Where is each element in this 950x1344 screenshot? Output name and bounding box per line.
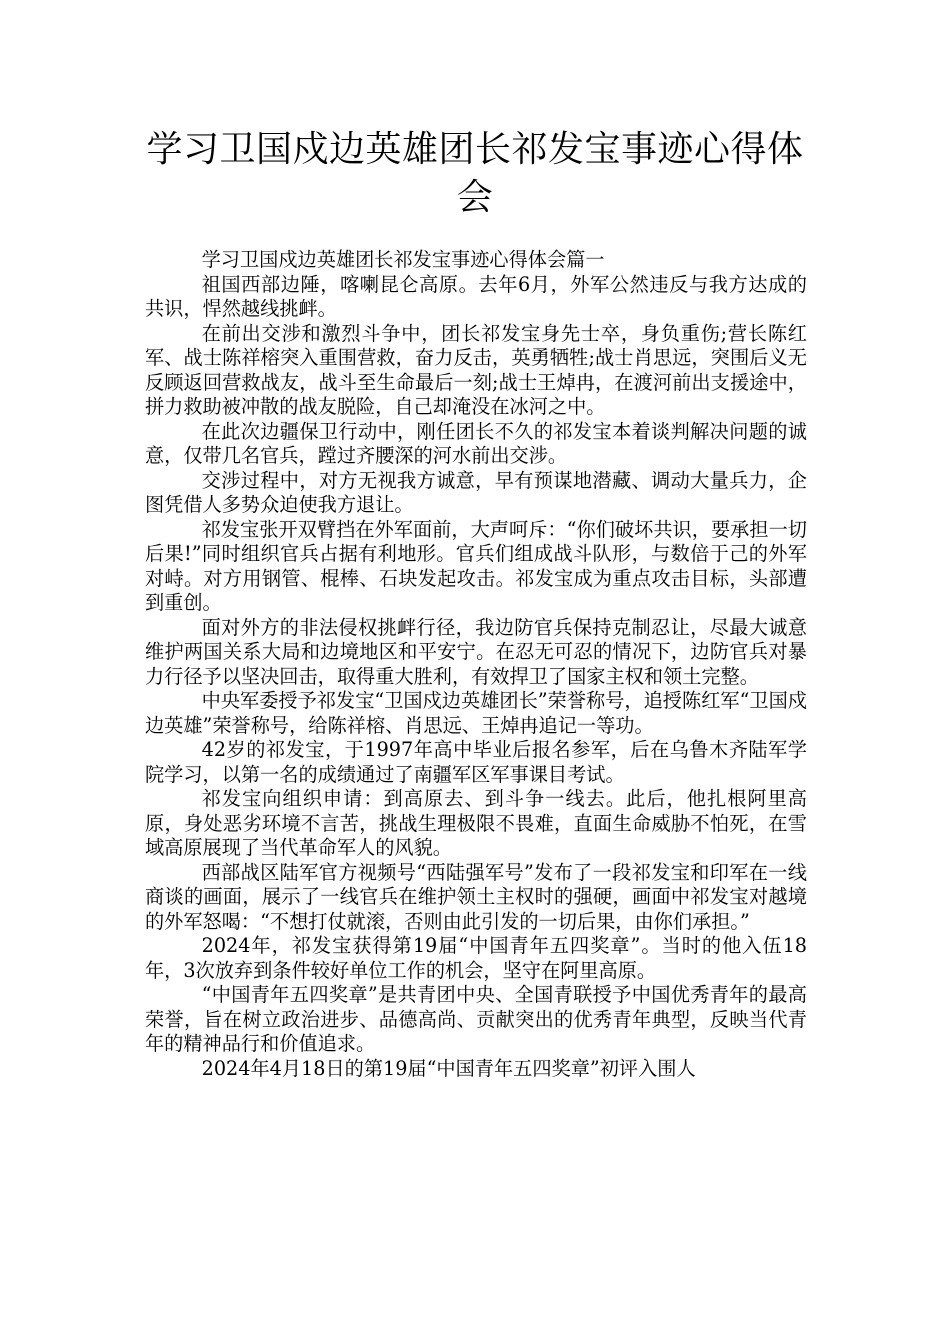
paragraph: 在此次边疆保卫行动中，刚任团长不久的祁发宝本着谈判解决问题的诚意，仅带几名官兵，蹚过齐腰深的河水前出交涉。 — [145, 419, 807, 467]
paragraph: 42岁的祁发宝，于1997年高中毕业后报名参军，后在乌鲁木齐陆军学院学习，以第一名的成绩通过了南疆军区军事课目考试。 — [145, 738, 807, 786]
paragraph: 交涉过程中，对方无视我方诚意，早有预谋地潜藏、调动大量兵力，企图凭借人多势众迫使我方退让。 — [145, 468, 807, 516]
paragraph: 祁发宝向组织申请：到高原去、到斗争一线去。此后，他扎根阿里高原，身处恶劣环境不言苦，挑战生理极限不畏难，直面生命威胁不怕死，在雪域高原展现了当代革命军人的风貌。 — [145, 787, 807, 859]
paragraph: 西部战区陆军官方视频号“西陆强军号”发布了一段祁发宝和印军在一线商谈的画面，展示了一线官兵在维护领土主权时的强硬，画面中祁发宝对越境的外军怒喝：“不想打仗就滚，否则由此引发的一切后果，由你们承担。” — [145, 860, 807, 933]
document-body — [145, 248, 807, 1081]
paragraph: 祁发宝张开双臂挡在外军面前，大声呵斥：“你们破坏共识，要承担一切后果!”同时组织官兵占据有利地形。官兵们组成战斗队形，与数倍于己的外军对峙。对方用钢管、棍棒、石块发起攻击。祁发宝成为重点攻击目标，头部遭到重创。 — [145, 517, 807, 614]
paragraph: 祖国西部边陲，喀喇昆仑高原。去年6月，外军公然违反与我方达成的共识，悍然越线挑衅。 — [145, 272, 807, 320]
paragraph: 中央军委授予祁发宝“卫国戍边英雄团长”荣誉称号，追授陈红军“卫国戍边英雄”荣誉称号，给陈祥榕、肖思远、王焯冉追记一等功。 — [145, 689, 807, 737]
paragraph: 2024年4月18日的第19届“中国青年五四奖章”初评入围人 — [201, 1056, 696, 1080]
paragraph: “中国青年五四奖章”是共青团中央、全国青联授予中国优秀青年的最高荣誉，旨在树立政治进步、品德高尚、贡献突出的优秀青年典型，反映当代青年的精神品行和价值追求。 — [145, 983, 807, 1055]
paragraph: 2024年，祁发宝获得第19届“中国青年五四奖章”。当时的他入伍18年，3次放弃到条件较好单位工作的机会，坚守在阿里高原。 — [145, 934, 807, 982]
paragraph: 学习卫国戍边英雄团长祁发宝事迹心得体会篇一 — [201, 248, 605, 271]
paragraph: 在前出交涉和激烈斗争中，团长祁发宝身先士卒，身负重伤;营长陈红军、战士陈祥榕突入重围营救，奋力反击，英勇牺牲;战士肖思远，突围后义无反顾返回营救战友，战斗至生命最后一刻;战士王焯冉，在渡河前出支援途中，拼力救助被冲散的战友脱险，自己却淹没在冰河之中。 — [145, 321, 807, 418]
paragraph: 面对外方的非法侵权挑衅行径，我边防官兵保持克制忍让，尽最大诚意维护两国关系大局和边境地区和平安宁。在忍无可忍的情况下，边防官兵对暴力行径予以坚决回击，取得重大胜利，有效捍卫了国家主权和领土完整。 — [145, 615, 807, 688]
document-title: 学习卫国戍边英雄团长祁发宝事迹心得体会 — [146, 129, 804, 218]
